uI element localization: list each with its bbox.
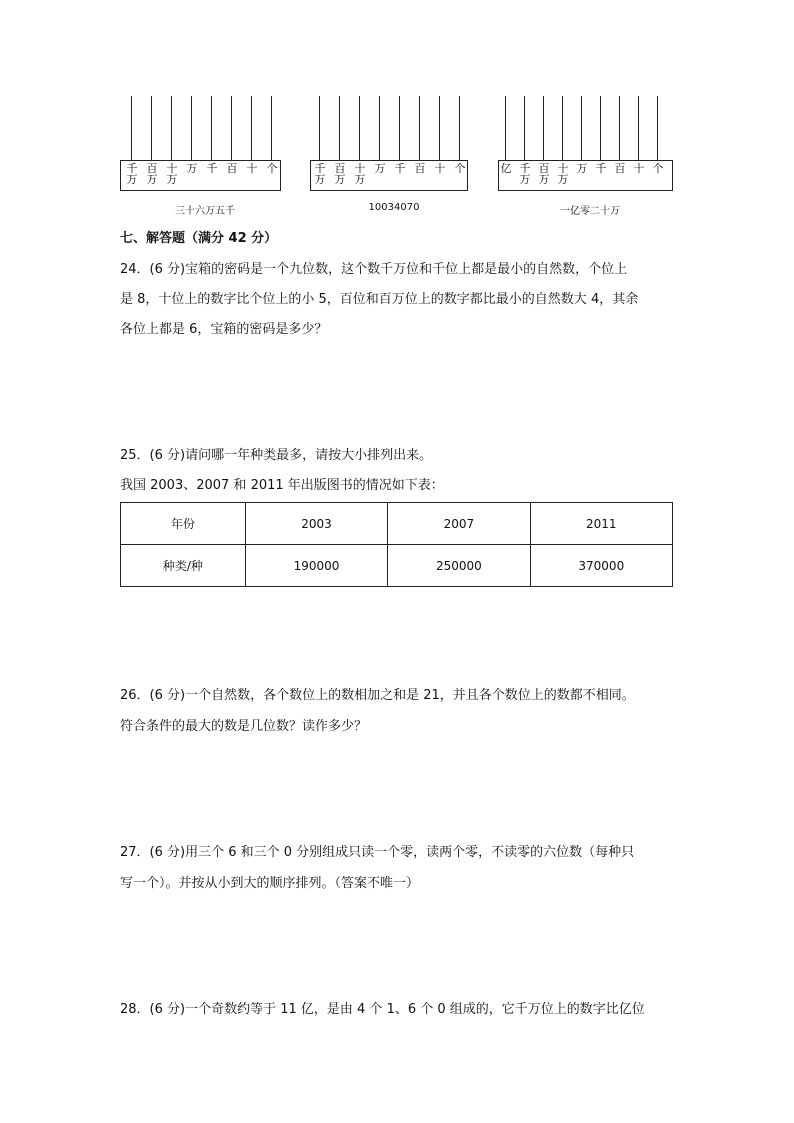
place-label: 万 — [374, 162, 386, 175]
place-label: 十 万 — [557, 162, 569, 186]
place-label: 十 — [246, 162, 258, 175]
place-label: 千 — [595, 162, 607, 175]
q26-line-1: 26．(6 分)一个自然数，各个数位上的数相加之和是 21，并且各个数位上的数都不相同。 — [120, 688, 635, 703]
place-label: 个 — [454, 162, 466, 175]
q25-line-1: 25．(6 分)请问哪一年种类最多，请按大小排列出来。 — [120, 448, 433, 463]
place-label: 百 万 — [538, 162, 550, 186]
abacus-frame — [120, 160, 281, 191]
abacus-frame — [310, 160, 468, 191]
q24-line-1: 24．(6 分)宝箱的密码是一个九位数，这个数千万位和千位上都是最小的自然数，个位上 — [120, 262, 628, 277]
table-cell: 250000 — [388, 545, 530, 587]
place-label: 十 万 — [354, 162, 366, 186]
q26-line-2: 符合条件的最大的数是几位数？读作多少？ — [120, 719, 368, 734]
table-row — [121, 545, 673, 587]
q28-line-1: 28．(6 分)一个奇数约等于 11 亿，是由 4 个 1、6 个 0 组成的，它千万位上的数字比亿位 — [120, 1002, 645, 1017]
q24-line-3: 各位上都是 6，宝箱的密码是多少？ — [120, 322, 328, 337]
place-label: 万 — [576, 162, 588, 175]
q27-line-1: 27．(6 分)用三个 6 和三个 0 分别组成只读一个零，读两个零，不读零的六位数（每种只 — [120, 845, 635, 860]
q24-line-2: 是 8，十位上的数字比个位上的小 5，百位和百万位上的数字都比最小的自然数大 4，其余 — [120, 292, 639, 307]
place-label: 亿 — [500, 162, 512, 175]
place-label: 个 — [266, 162, 278, 175]
place-label: 十 — [434, 162, 446, 175]
place-label: 百 — [226, 162, 238, 175]
place-label: 千 万 — [519, 162, 531, 186]
q25-line-2: 我国 2003、2007 和 2011 年出版图书的情况如下表： — [120, 478, 444, 493]
abacus-frame — [498, 160, 673, 191]
place-label: 十 万 — [166, 162, 178, 186]
table-cell: 370000 — [530, 545, 672, 587]
table-cell: 190000 — [245, 545, 387, 587]
place-label: 千 — [394, 162, 406, 175]
place-label: 百 — [614, 162, 626, 175]
place-label: 百 万 — [146, 162, 158, 186]
place-label: 十 — [633, 162, 645, 175]
place-label: 千 — [206, 162, 218, 175]
place-label: 千 万 — [126, 162, 138, 186]
place-label: 千 万 — [314, 162, 326, 186]
abacus-3 — [498, 96, 673, 193]
place-label: 个 — [652, 162, 664, 175]
abacus-2-caption: 10034070 — [368, 202, 420, 213]
abacus-3-caption: 一亿零二十万 — [560, 206, 620, 217]
table-cell: 2003 — [245, 503, 387, 545]
section-heading: 七、解答题（满分 42 分） — [120, 231, 278, 246]
abacus-1 — [120, 96, 281, 193]
place-label: 百 万 — [334, 162, 346, 186]
q27-line-2: 写一个）。并按从小到大的顺序排列。（答案不唯一） — [120, 876, 420, 891]
abacus-2 — [310, 96, 468, 193]
table-header-row — [121, 503, 673, 545]
place-label: 百 — [414, 162, 426, 175]
table-cell: 种类/种 — [121, 545, 246, 587]
book-publishing-table — [120, 502, 673, 587]
table-cell: 年份 — [121, 503, 246, 545]
table-cell: 2011 — [530, 503, 672, 545]
place-label: 万 — [186, 162, 198, 175]
table-cell: 2007 — [388, 503, 530, 545]
abacus-1-caption: 三十六万五千 — [175, 206, 235, 217]
